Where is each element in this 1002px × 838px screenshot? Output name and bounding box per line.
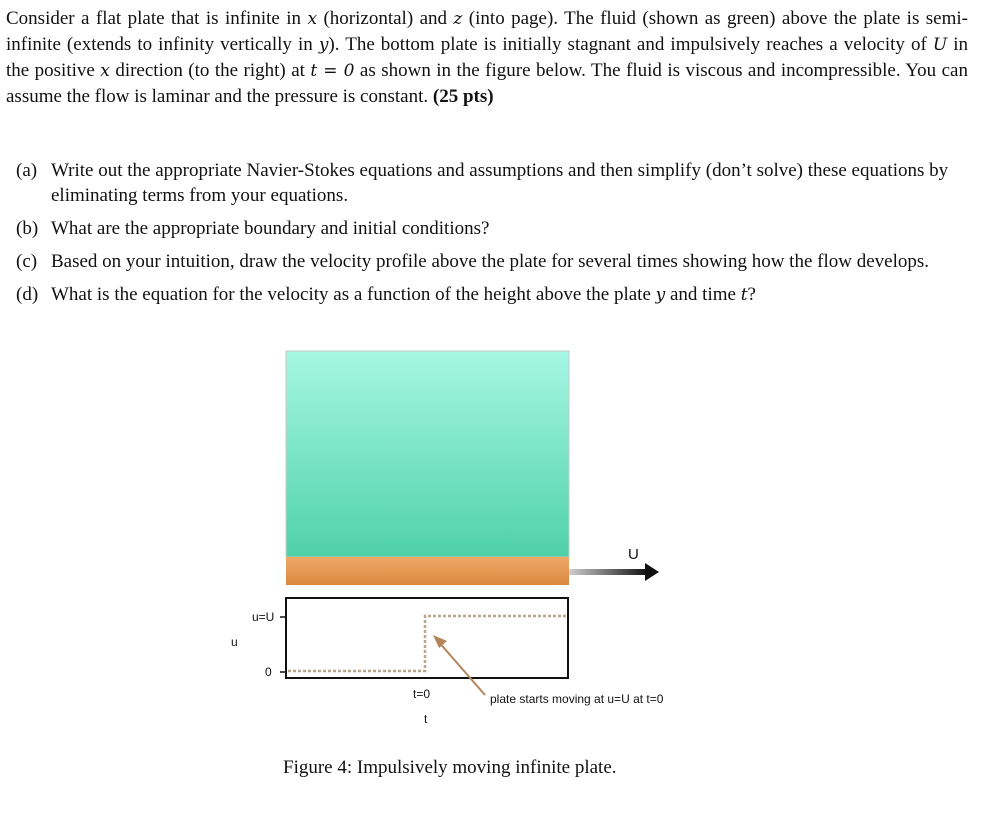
- arrow-label-U: U: [628, 546, 639, 563]
- text-segment: Consider a flat plate that is infinite in: [6, 8, 308, 29]
- part-label: (b): [16, 218, 39, 239]
- text-segment: Write out the appropriate Navier-Stokes equations and assumptions and then simplify (don’t solve) these equations by eliminating terms from your equations.: [51, 160, 949, 206]
- plot-annotation: plate starts moving at u=U at t=0: [490, 692, 664, 706]
- text-segment: (horizontal) and: [317, 8, 454, 29]
- math-symbol: y: [655, 285, 666, 305]
- math-symbol: x: [100, 61, 110, 81]
- math-symbol: x: [307, 9, 318, 29]
- points-label: (25 pts): [432, 86, 494, 107]
- text-segment: and time: [665, 284, 741, 305]
- math-symbol: t = 0: [310, 61, 355, 81]
- math-symbol: y: [318, 35, 329, 55]
- text-segment: direction (to the right) at: [109, 60, 311, 81]
- math-symbol: t: [740, 285, 748, 305]
- text-segment: (into page). The fluid (shown as green) above the plate is semi-infinite (extends to infinity vertically in: [6, 8, 968, 55]
- x-tick-label: t=0: [413, 687, 431, 701]
- part-label: (d): [16, 284, 39, 305]
- x-axis-label: t: [424, 712, 428, 726]
- text-segment: Based on your intuition, draw the velocity profile above the plate for several times showing how the flow develops.: [51, 251, 930, 272]
- velocity-arrow-icon: [569, 563, 659, 581]
- text-segment: What is the equation for the velocity as a function of the height above the plate: [51, 284, 656, 305]
- y-tick-high-label: u=U: [252, 610, 275, 624]
- math-symbol: z: [453, 9, 463, 29]
- part-label: (a): [16, 160, 38, 181]
- text-segment: ?: [747, 284, 756, 305]
- text-segment: What are the appropriate boundary and initial conditions?: [51, 218, 490, 239]
- y-axis-label: u: [231, 635, 238, 649]
- part-label: (c): [16, 251, 38, 272]
- fluid-region: [286, 351, 569, 557]
- y-tick-low-label: 0: [265, 665, 272, 679]
- text-segment: as shown in the figure below. The fluid is viscous and incompressible. You can assume the flow is laminar and the pressure is constant.: [6, 60, 968, 107]
- moving-plate: [286, 557, 569, 585]
- text-segment: ). The bottom plate is initially stagnant and impulsively reaches a velocity of: [328, 34, 933, 55]
- figure-caption: Figure 4: Impulsively moving infinite plate.: [283, 757, 617, 778]
- velocity-time-plot: [286, 598, 568, 678]
- text-segment: in the positive: [6, 34, 969, 81]
- math-symbol: U: [932, 35, 948, 55]
